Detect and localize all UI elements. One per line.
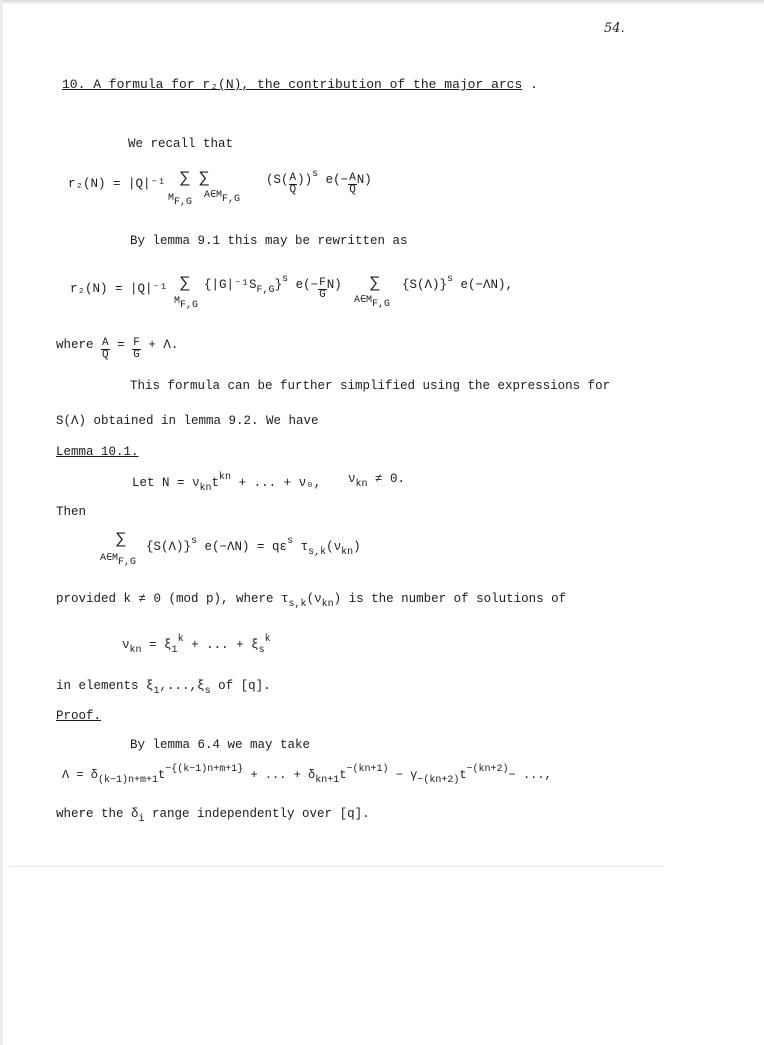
eq5-sub2: kn+1 [315, 775, 340, 786]
eq1-frac-num: A [289, 172, 297, 184]
equation-5 [62, 764, 552, 786]
where-delta-line [56, 807, 370, 825]
eq1-lhs: r₂(N) = |Q|⁻¹ [68, 177, 166, 191]
eq2-sum2-lower-main: A∈M [354, 295, 373, 306]
eq3-sum-lower-sub: F,G [118, 557, 137, 568]
eq4-sup2: k [264, 634, 271, 645]
eq3-sum-lower [100, 552, 136, 568]
where-line [56, 338, 178, 361]
eq2-sum1: ∑ [180, 274, 190, 292]
eq2-lhs: r₂(N) = |Q|⁻¹ [70, 282, 168, 296]
section-title-text: 10. A formula for r₂(N), the contribution of the major arcs [62, 77, 523, 92]
proof-heading: Proof. [56, 709, 102, 723]
page-number: 54. [604, 21, 625, 36]
equation-1 [68, 163, 748, 215]
eq1-body-open: (S( [266, 173, 289, 187]
eq5-t3: t [459, 768, 467, 782]
provided-mid: (ν [306, 592, 322, 606]
eq2-sum1-lower-m: M [174, 296, 181, 307]
equation-2 [70, 260, 750, 318]
eq2-sum1-lower-sub: F,G [180, 300, 199, 311]
let-rest: + ... + ν₀, [231, 476, 322, 490]
eq1-sum-lower [168, 193, 192, 208]
eq5-t2: t [339, 768, 347, 782]
eq2-sum2-lower-sub: F,G [372, 299, 391, 310]
where-delta-sub: i [138, 814, 145, 825]
eq2-frac-den: G [319, 289, 326, 301]
where-frac2-den: G [133, 349, 140, 361]
elements-rest: of [q]. [210, 679, 271, 693]
eq1-exp: s [312, 169, 319, 180]
eq2-mid2: N) [326, 278, 342, 292]
eq3-mid: e(−ΛN) = qε [204, 540, 288, 554]
let-t: t [211, 476, 220, 490]
recall-text: We recall that [128, 137, 234, 151]
eq4-mid: + ... + ξ [183, 638, 259, 652]
elements-sub1: 1 [153, 686, 160, 697]
lemma64-text: By lemma 6.4 we may take [130, 738, 311, 752]
then-text: Then [56, 505, 87, 519]
provided-sub2: kn [321, 599, 334, 610]
eq5-sup3: −(kn+2) [466, 764, 509, 775]
eq1-sum-lower-m: M [168, 193, 175, 204]
let-text: Let N = ν [132, 476, 200, 490]
eq2-body-main: {|G|⁻¹S [204, 278, 257, 292]
eq1-frac-den: Q [289, 184, 297, 196]
eq3-sum: ∑ [116, 530, 126, 548]
eq5-mid2: − γ [388, 768, 418, 782]
eq3-body [146, 536, 361, 558]
provided-text: provided k ≠ 0 (mod p), where τ [56, 592, 289, 606]
where-tail: + Λ. [148, 338, 179, 352]
eq5-sub3: −(kn+2) [417, 775, 460, 786]
eq1-frac2-den: Q [349, 184, 356, 196]
where-frac1 [101, 338, 110, 361]
eq2-body-sub: F,G [256, 285, 275, 296]
eq5-t1: t [158, 768, 166, 782]
lemma91-text: By lemma 9.1 this may be rewritten as [130, 234, 408, 248]
eq2-sum2: ∑ [370, 274, 380, 292]
eq2-sum1-lower [174, 296, 198, 311]
scan-left-edge [0, 0, 3, 1045]
where-eq: = [117, 338, 125, 352]
eq3-tail-sub: s,k [308, 547, 327, 558]
eq3-exp: s [191, 536, 198, 547]
eq5-sup2: −(kn+1) [346, 764, 389, 775]
provided-line [56, 592, 566, 610]
elements-mid: ,...,ξ [159, 679, 205, 693]
cond-sub: kn [355, 479, 368, 490]
eq1-sum-lower2-sub: F,G [222, 194, 241, 205]
eq2-exp: s [282, 274, 289, 285]
eq4-sub1: 1 [171, 645, 178, 656]
eq1-frac2 [348, 173, 357, 196]
equation-3 [100, 522, 500, 574]
eq1-body [266, 169, 372, 196]
where-word: where [56, 338, 94, 352]
eq1-tail: e(− [325, 173, 349, 187]
eq2-body-end: } [274, 278, 283, 292]
lemma-heading: Lemma 10.1. [56, 445, 139, 459]
where-frac1-num: A [102, 337, 109, 349]
eq5-mid: + ... + δ [243, 768, 316, 782]
eq2-body3 [402, 274, 513, 292]
equation-4 [122, 634, 271, 656]
section-title-end: . [530, 77, 538, 92]
eq4-sup1: k [177, 634, 184, 645]
eq1-sum-lower2-main: A∈M [204, 190, 223, 201]
eq3-sum-lower-main: A∈M [100, 553, 119, 564]
section-title [62, 77, 538, 92]
eq2-body3-main: {S(Λ)} [402, 278, 448, 292]
let-sub: kn [199, 483, 212, 494]
scan-top-edge [0, 0, 764, 5]
eq4-lhs: ν [122, 638, 130, 652]
elements-line [56, 679, 271, 697]
eq1-frac [289, 173, 298, 196]
where-frac2-num: F [133, 337, 140, 349]
cond-rest: ≠ 0. [367, 472, 406, 486]
where-delta-rest: range independently over [q]. [144, 807, 370, 821]
let-condition [348, 472, 405, 490]
provided-rest: ) is the number of solutions of [333, 592, 567, 606]
eq2-mid: e(− [295, 278, 319, 292]
eq2-tail: e(−ΛN), [460, 278, 514, 292]
eq5-tail: − ..., [508, 768, 552, 782]
eq5-sub1: (k−1)n+m+1 [98, 775, 159, 786]
eq5-lhs: Λ = δ [62, 768, 99, 782]
eq3-tail2: (ν [326, 540, 342, 554]
eq1-sum: ∑ ∑ [180, 169, 209, 187]
eq1-sum-lower-sub: F,G [174, 197, 193, 208]
eq4-eq: = ξ [141, 638, 172, 652]
eq3-exp2: s [287, 536, 294, 547]
elements-text: in elements ξ [56, 679, 154, 693]
let-sup: kn [219, 472, 232, 483]
eq3-body-main: {S(Λ)} [146, 540, 192, 554]
where-frac1-den: Q [102, 349, 109, 361]
eq2-body [204, 274, 342, 301]
paragraph-line-2: S(Λ) obtained in lemma 9.2. We have [56, 414, 319, 428]
cond-nu: ν [348, 472, 356, 486]
eq2-frac-num: F [319, 277, 326, 289]
eq1-sum-lower2 [204, 189, 240, 205]
eq2-exp2: s [447, 274, 454, 285]
elements-sub2: s [204, 686, 211, 697]
eq3-tail2-sub: kn [341, 547, 354, 558]
eq1-body-close: )) [297, 173, 313, 187]
eq5-sup1: −{(k−1)n+m+1} [165, 764, 244, 775]
eq3-tail3: ) [353, 540, 361, 554]
where-delta-text: where the δ [56, 807, 139, 821]
paragraph-line-1: This formula can be further simplified using the expressions for [130, 379, 611, 393]
let-line [132, 472, 321, 494]
scan-bottom-rule [10, 866, 664, 867]
eq1-tail2: N) [356, 173, 372, 187]
eq2-sum2-lower [354, 294, 390, 310]
eq4-lhs-sub: kn [129, 645, 142, 656]
where-frac2 [132, 338, 141, 361]
eq1-frac2-num: A [349, 172, 356, 184]
eq2-frac [318, 278, 327, 301]
eq4-sub2: s [258, 645, 265, 656]
provided-sub: s,k [288, 599, 307, 610]
eq3-tail: τ [300, 540, 309, 554]
